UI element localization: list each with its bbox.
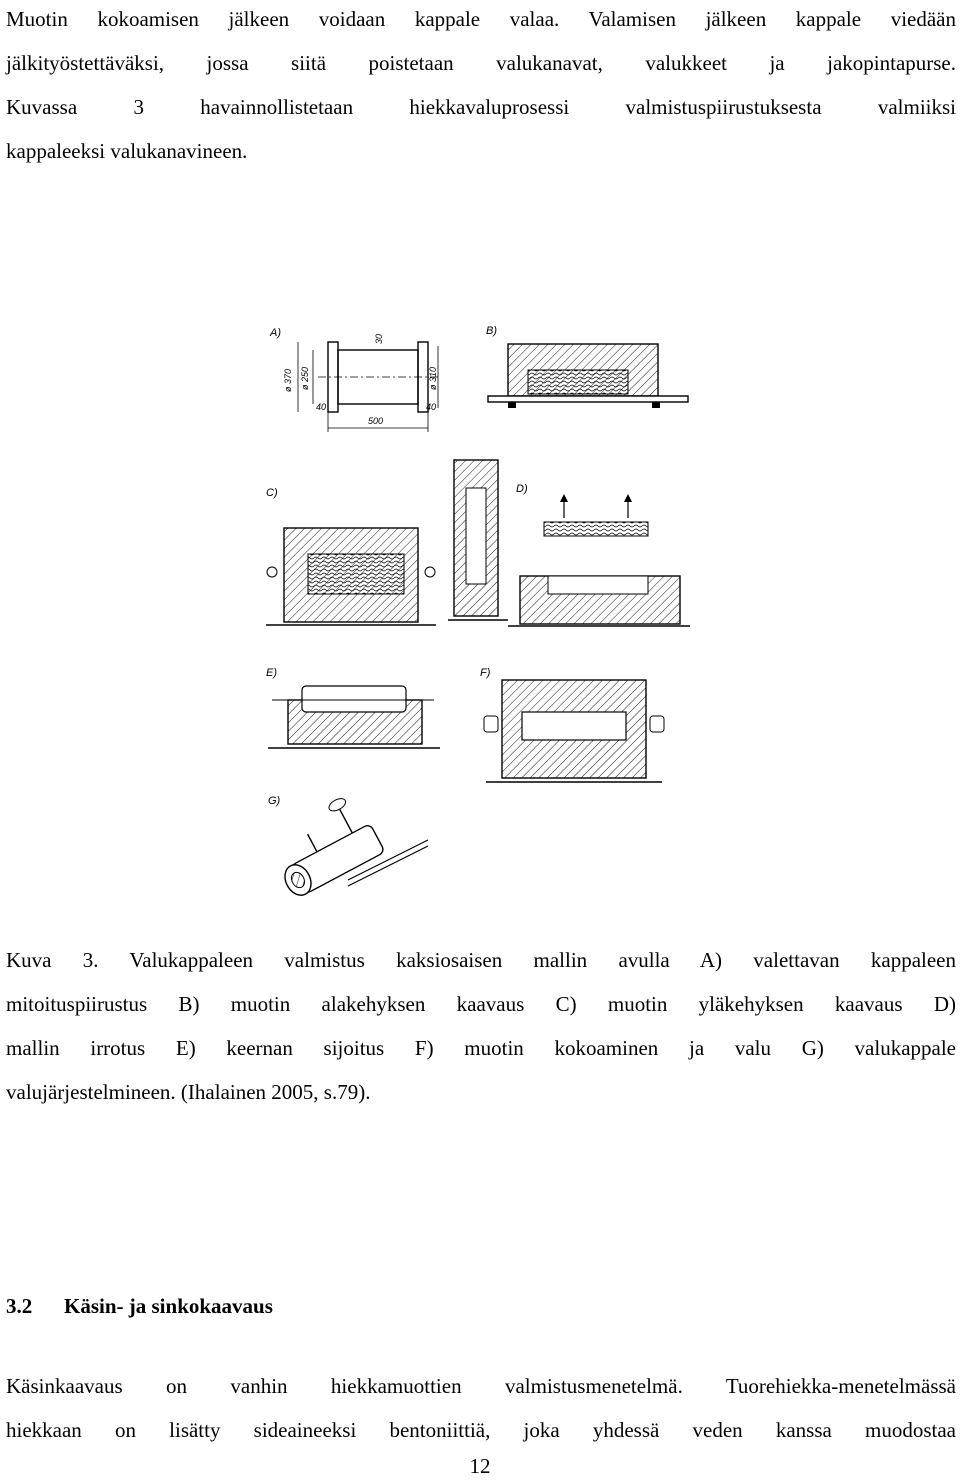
panel-f-label: F) [480,667,491,679]
text-line: Muotin kokoamisen jälkeen voidaan kappale valaa. Valamisen jälkeen kappale viedään [6,7,956,31]
panel-g-casting-with-gating [263,791,428,900]
dimension-40-right: 40 [426,402,437,412]
figure-drawing [258,320,698,920]
caption-line: mitoituspiirustus B) muotin alakehyksen kaavaus C) muotin yläkehyksen kaavaus D) [6,992,956,1016]
panel-b-drag-molding [486,325,688,408]
section-number: 3.2 [6,1294,33,1318]
dimension-d310: ø 310 [428,366,438,390]
text-line: jälkityöstettäväksi, jossa siitä poistetaan valukanavat, valukkeet ja jakopintapurse. [6,51,956,75]
dimension-d250: ø 250 [300,366,310,390]
intro-paragraph [6,0,956,173]
text-line: hiekkaan on lisätty sideaineeksi bentoniittiä, joka yhdessä veden kanssa muodostaa [6,1418,956,1442]
casting-process-figure [258,320,698,920]
text-line: Kuvassa 3 havainnollistetaan hiekkavaluprosessi valmistuspiirustuksesta valmiiksi [6,95,956,119]
panel-g-label: G) [268,795,281,807]
caption-line: mallin irrotus E) keernan sijoitus F) muotin kokoaminen ja valu G) valukappale [6,1036,956,1060]
body-paragraph [6,1364,956,1452]
panel-c-cope-molding [266,460,508,625]
panel-d-pattern-removal [508,483,690,626]
figure-caption [6,938,956,1114]
panel-e-core-placement [266,667,440,748]
panel-d-label: D) [516,483,528,495]
panel-c-label: C) [266,487,278,499]
dimension-500: 500 [368,416,384,426]
caption-line: valujärjestelmineen. (Ihalainen 2005, s.79). [6,1080,371,1104]
page-number: 12 [469,1454,491,1478]
panel-f-mold-assembly [480,667,664,782]
panel-e-label: E) [266,667,277,679]
caption-line: Kuva 3. Valukappaleen valmistus kaksiosaisen mallin avulla A) valettavan kappaleen [6,948,956,972]
section-title: Käsin- ja sinkokaavaus [64,1294,273,1318]
panel-a-dimension-drawing [269,327,438,432]
dimension-30: 30 [374,333,384,344]
text-line: Käsinkaavaus on vanhin hiekkamuottien valmistusmenetelmä. Tuorehiekka-menetelmässä [6,1374,956,1398]
panel-b-label: B) [486,325,497,337]
dimension-d370: ø 370 [283,368,293,392]
section-heading [6,1294,273,1319]
dimension-40-left: 40 [316,402,327,412]
text-line: kappaleeksi valukanavineen. [6,139,248,163]
panel-a-label: A) [270,327,281,339]
